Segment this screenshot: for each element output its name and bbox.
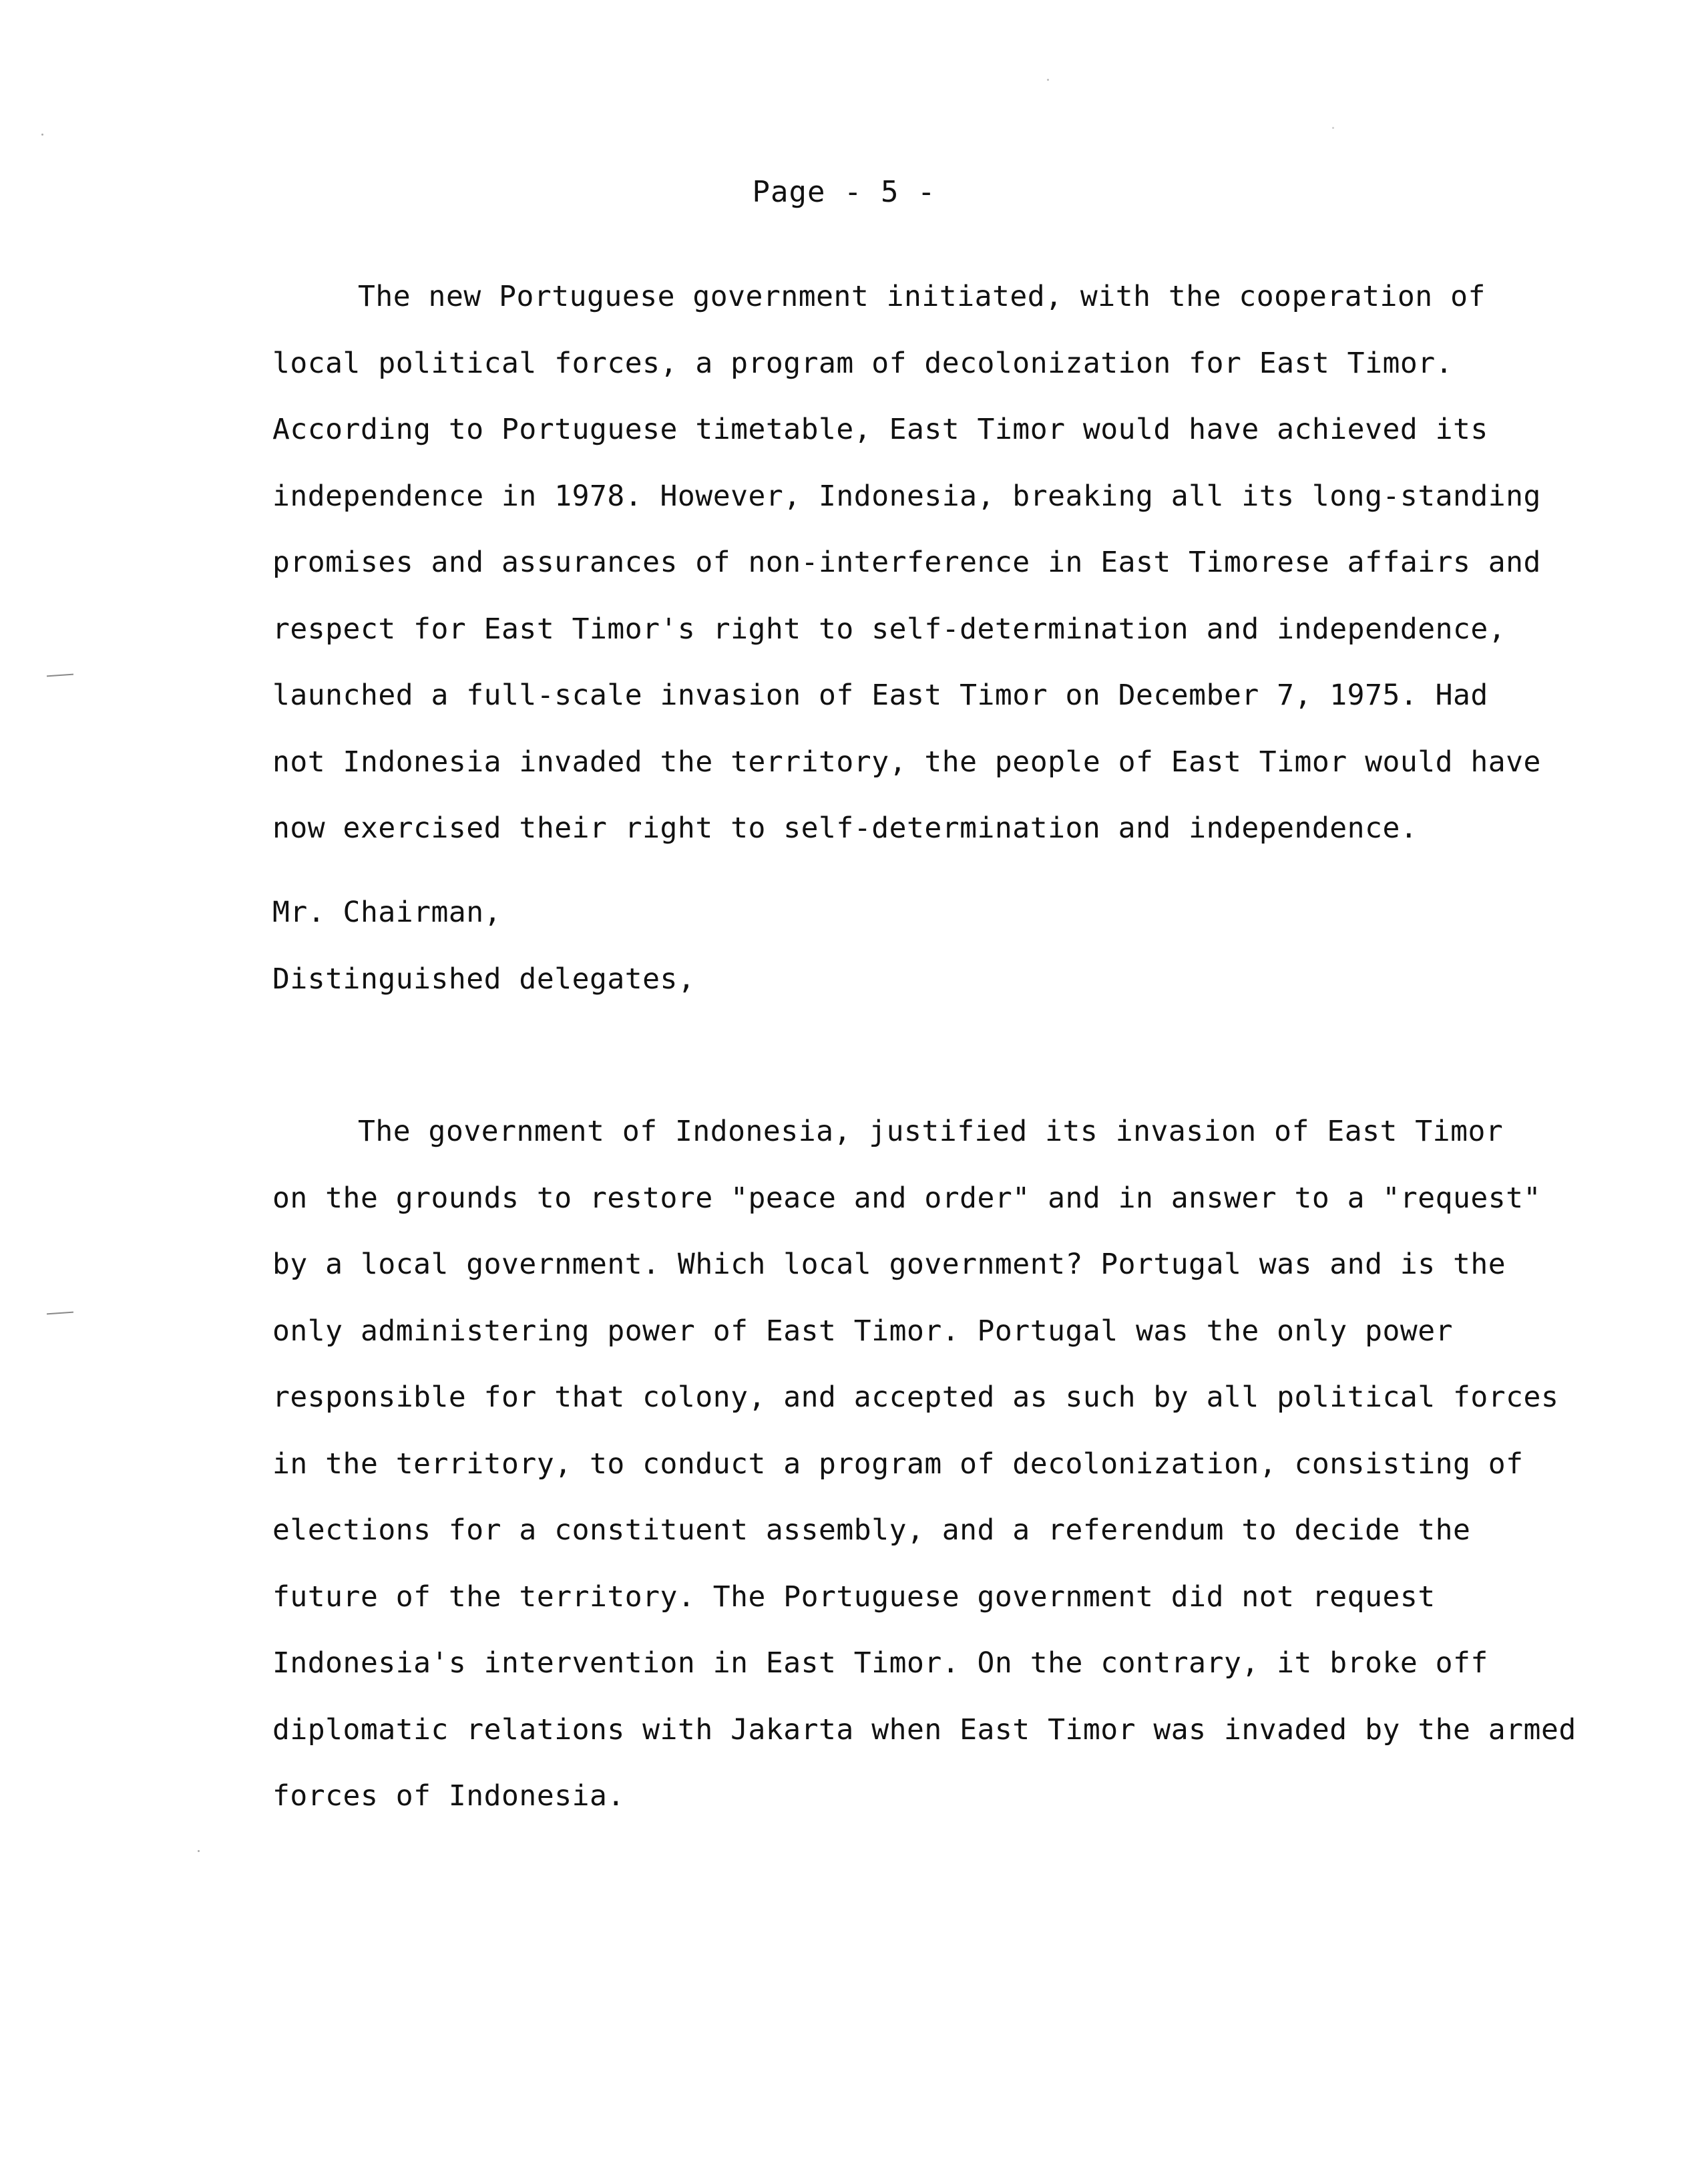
scan-speck bbox=[1332, 127, 1334, 129]
scan-speck bbox=[198, 1850, 200, 1852]
paragraph-line: now exercised their right to self-determination and independence. bbox=[272, 811, 1418, 845]
paragraph-line: forces of Indonesia. bbox=[272, 1779, 625, 1813]
paragraph-line: by a local government. Which local government? Portugal was and is the bbox=[272, 1248, 1506, 1281]
margin-mark bbox=[47, 674, 73, 677]
paragraph-line: promises and assurances of non-interference in East Timorese affairs and bbox=[272, 546, 1541, 579]
paragraph-line: not Indonesia invaded the territory, the people of East Timor would have bbox=[272, 745, 1541, 779]
paragraph-invasion-justification bbox=[272, 1099, 1576, 1830]
paragraph-line: only administering power of East Timor. Portugal was the only power bbox=[272, 1314, 1454, 1348]
salutation-chairman: Mr. Chairman, bbox=[272, 896, 502, 929]
salutation-delegates: Distinguished delegates, bbox=[272, 962, 696, 996]
paragraph-line: The new Portuguese government initiated, with the cooperation of bbox=[358, 280, 1486, 313]
scan-speck bbox=[41, 134, 43, 136]
paragraph-line: independence in 1978. However, Indonesia, breaking all its long-standing bbox=[272, 479, 1541, 513]
page-number-header: Page - 5 - bbox=[752, 175, 936, 209]
paragraph-line: on the grounds to restore "peace and order" and in answer to a "request" bbox=[272, 1181, 1541, 1215]
scan-speck bbox=[1047, 79, 1049, 81]
salutation-block bbox=[272, 880, 1508, 1013]
margin-mark bbox=[47, 1312, 73, 1315]
paragraph-line: According to Portuguese timetable, East Timor would have achieved its bbox=[272, 413, 1488, 446]
paragraph-line: diplomatic relations with Jakarta when East Timor was invaded by the armed bbox=[272, 1712, 1576, 1747]
paragraph-line: Indonesia's intervention in East Timor. On the contrary, it broke off bbox=[272, 1646, 1488, 1680]
paragraph-line: local political forces, a program of decolonization for East Timor. bbox=[272, 346, 1454, 380]
paragraph-decolonization bbox=[272, 264, 1541, 862]
paragraph-line: respect for East Timor's right to self-determination and independence, bbox=[272, 612, 1506, 646]
paragraph-line: responsible for that colony, and accepted as such by all political forces bbox=[272, 1381, 1559, 1414]
paragraph-line: The government of Indonesia, justified its invasion of East Timor bbox=[358, 1115, 1504, 1148]
paragraph-line: future of the territory. The Portuguese government did not request bbox=[272, 1580, 1436, 1614]
paragraph-line: in the territory, to conduct a program of decolonization, consisting of bbox=[272, 1447, 1524, 1481]
paragraph-line: launched a full-scale invasion of East Timor on December 7, 1975. Had bbox=[272, 679, 1488, 712]
paragraph-line: elections for a constituent assembly, and a referendum to decide the bbox=[272, 1513, 1471, 1547]
